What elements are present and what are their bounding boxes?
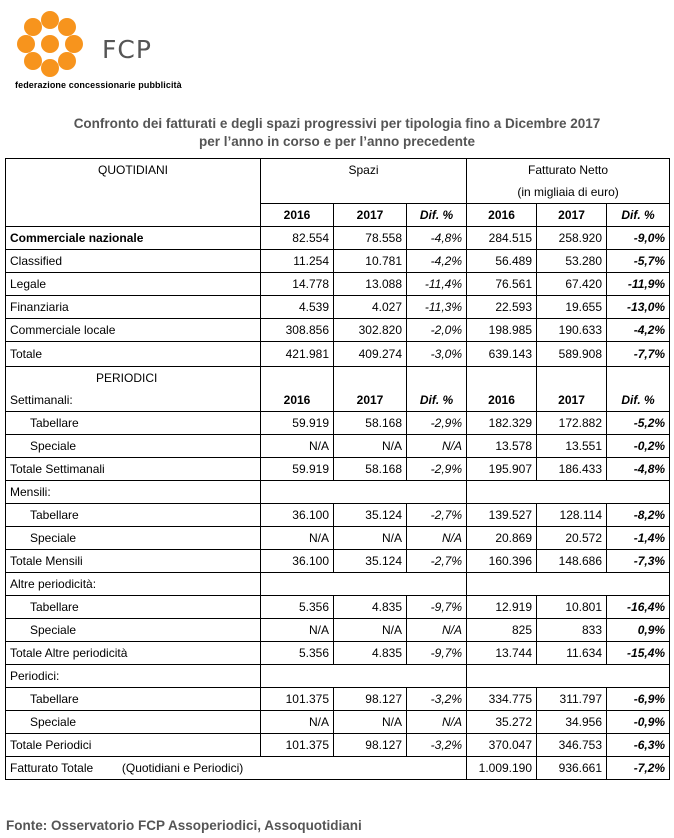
group-label-row <box>6 665 670 688</box>
table-row: Speciale N/A N/A N/A 825 833 0,9% <box>6 619 670 642</box>
flower-logo-icon <box>14 8 86 80</box>
header-spazi-2017: 2017 <box>334 204 407 227</box>
source-footer: Fonte: Osservatorio FCP Assoperiodici, Assoquotidiani <box>6 818 362 833</box>
table-row: Speciale N/A N/A N/A 20.869 20.572 -1,4% <box>6 527 670 550</box>
table-row: Classified 11.254 10.781 -4,2% 56.489 53.280 -5,7% <box>6 250 670 273</box>
header-quotidiani: QUOTIDIANI <box>6 159 261 182</box>
header-fatt-2016: 2016 <box>467 204 537 227</box>
settimanali-header-row: Settimanali: 2016 2017 Dif. % 2016 2017 Dif. % <box>6 389 670 412</box>
header-fatt-diff: Dif. % <box>607 204 670 227</box>
mensili-label: Mensili: <box>6 481 261 504</box>
subtotal-row: Totale Mensili 36.100 35.124 -2,7% 160.396 148.686 -7,3% <box>6 550 670 573</box>
subtotal-row: Totale Settimanali 59.919 58.168 -2,9% 195.907 186.433 -4,8% <box>6 458 670 481</box>
header-spazi-2016: 2016 <box>261 204 334 227</box>
table-header-unit-row <box>6 181 670 204</box>
table-row: Commerciale locale 308.856 302.820 -2,0% 198.985 190.633 -4,2% <box>6 319 670 342</box>
table-row: Speciale N/A N/A N/A 13.578 13.551 -0,2% <box>6 435 670 458</box>
logo-subtitle: federazione concessionarie pubblicità <box>15 80 182 90</box>
table-row: Commerciale nazionale 82.554 78.558 -4,8% 284.515 258.920 -9,0% <box>6 227 670 250</box>
subtotal-row: Totale Altre periodicità 5.356 4.835 -9,7% 13.744 11.634 -15,4% <box>6 642 670 665</box>
revenue-table <box>5 158 670 780</box>
report-title-line2: per l’anno in corso e per l’anno precedente <box>198 134 476 149</box>
header-fatt-2017: 2017 <box>537 204 607 227</box>
grand-total-row: Fatturato Totale (Quotidiani e Periodici) 1.009.190 936.661 -7,2% <box>6 757 670 780</box>
grand-total-note: (Quotidiani e Periodici) <box>121 761 244 775</box>
header-fatturato: Fatturato Netto <box>467 159 670 182</box>
table-header-years-row <box>6 204 670 227</box>
periodici-header-row <box>6 367 670 390</box>
table-row: Legale 14.778 13.088 -11,4% 76.561 67.420 -11,9% <box>6 273 670 296</box>
header-fatturato-unit: (in migliaia di euro) <box>467 181 670 204</box>
group-label-row <box>6 481 670 504</box>
table-header-row <box>6 159 670 182</box>
report-title-line1: Confronto dei fatturati e degli spazi progressivi per tipologia fino a Dicembre 2017 <box>73 116 601 131</box>
settimanali-label: Settimanali: <box>6 389 261 412</box>
grand-total-label: Fatturato Totale <box>10 761 94 775</box>
header-periodici: PERIODICI <box>6 367 261 390</box>
header-spazi: Spazi <box>261 159 467 182</box>
table-row: Finanziaria 4.539 4.027 -11,3% 22.593 19.655 -13,0% <box>6 296 670 319</box>
table-row: Tabellare 5.356 4.835 -9,7% 12.919 10.801 -16,4% <box>6 596 670 619</box>
periodici-label: Periodici: <box>6 665 261 688</box>
altre-label: Altre periodicità: <box>6 573 261 596</box>
group-label-row <box>6 573 670 596</box>
table-row: Tabellare 101.375 98.127 -3,2% 334.775 311.797 -6,9% <box>6 688 670 711</box>
table-row: Tabellare 59.919 58.168 -2,9% 182.329 172.882 -5,2% <box>6 412 670 435</box>
table-row: Tabellare 36.100 35.124 -2,7% 139.527 128.114 -8,2% <box>6 504 670 527</box>
logo-name: FCP <box>102 35 152 64</box>
subtotal-row: Totale Periodici 101.375 98.127 -3,2% 370.047 346.753 -6,3% <box>6 734 670 757</box>
total-row: Totale 421.981 409.274 -3,0% 639.143 589.908 -7,7% <box>6 342 670 367</box>
table-row: Speciale N/A N/A N/A 35.272 34.956 -0,9% <box>6 711 670 734</box>
header-spazi-diff: Dif. % <box>407 204 467 227</box>
